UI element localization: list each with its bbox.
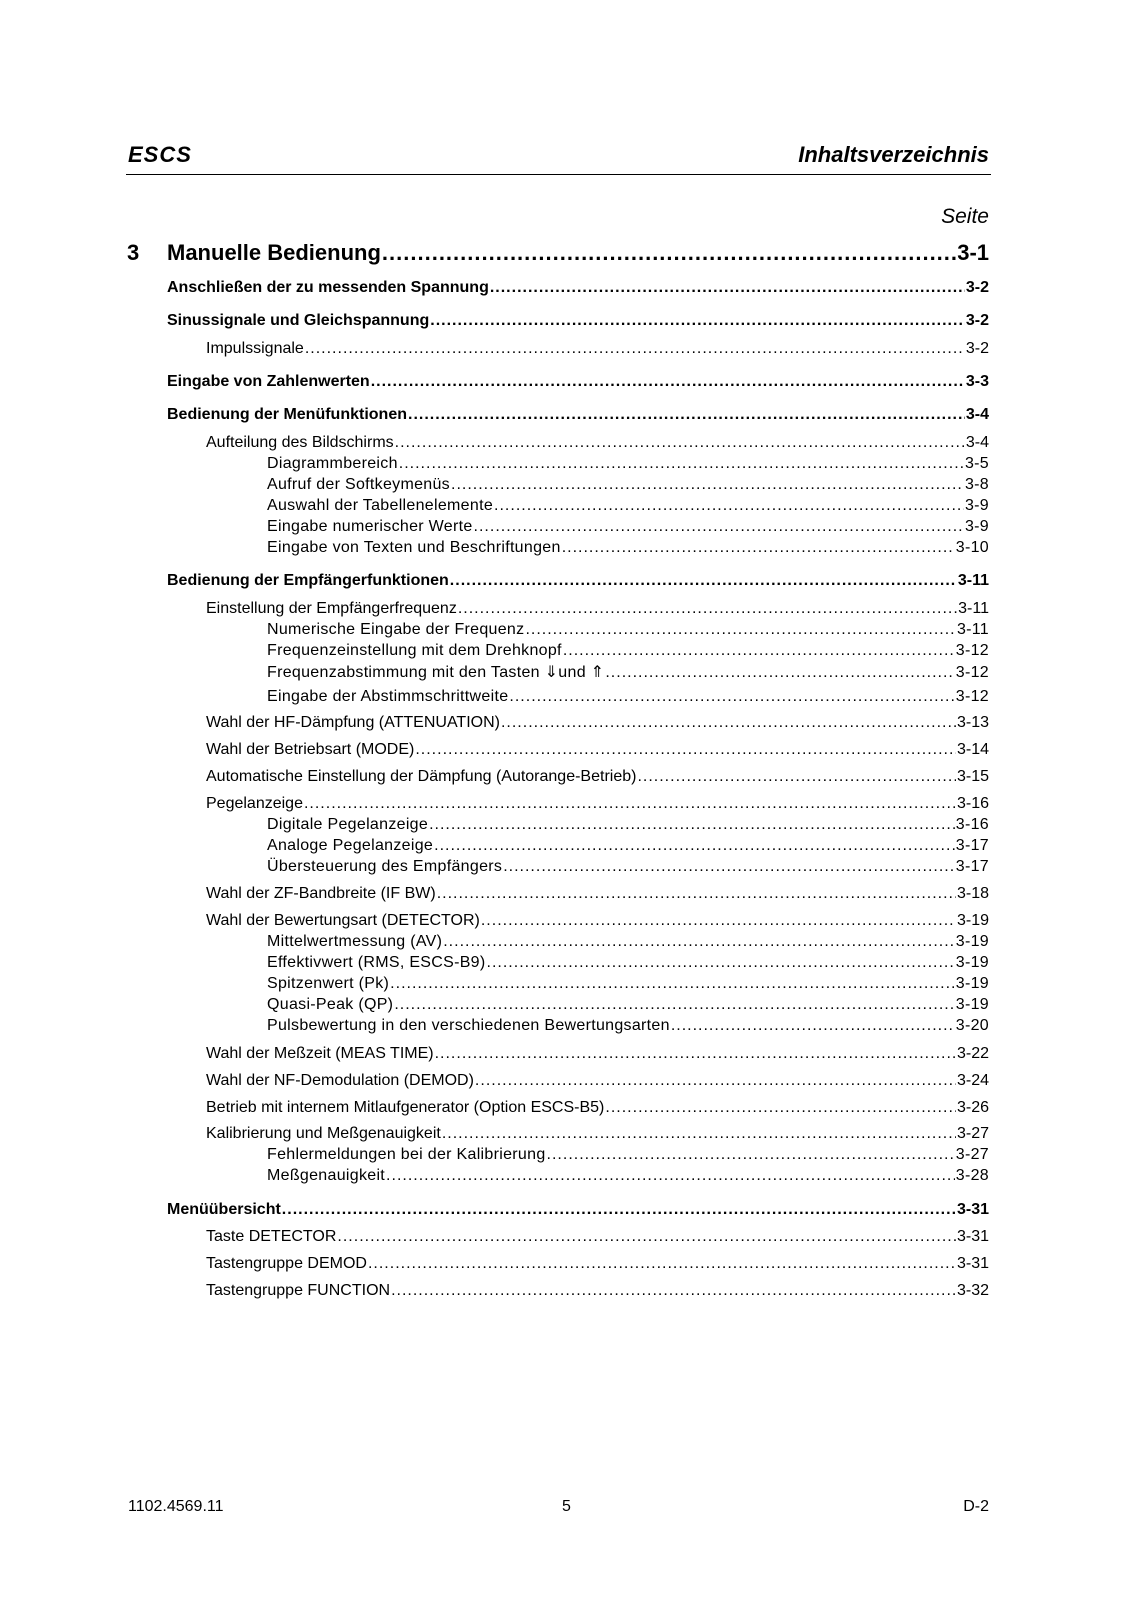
toc-entry[interactable] — [267, 838, 989, 854]
toc-leader-dots — [391, 1283, 956, 1299]
header-rule — [126, 174, 991, 175]
toc-entry-title: Frequenzabstimmung mit den Tasten ⇓und ⇑ — [267, 664, 605, 681]
footer-right: D-2 — [963, 1498, 989, 1515]
toc-entry-title: Wahl der Meßzeit (MEAS TIME) — [206, 1045, 434, 1062]
toc-entry[interactable] — [267, 1147, 989, 1163]
toc-entry-page: 3-11 — [958, 600, 989, 617]
toc-entry-page: 3-4 — [965, 434, 989, 451]
toc-entry-title: Effektivwert (RMS, ESCS-B9) — [267, 954, 486, 971]
toc-leader-dots — [399, 456, 964, 472]
toc-entry-title: Manuelle Bedienung — [167, 240, 381, 265]
toc-entry[interactable] — [206, 1046, 989, 1062]
seite-label: Seite — [941, 205, 989, 228]
toc-entry-page: 3-1 — [957, 240, 989, 265]
toc-entry-title: Tastengruppe FUNCTION — [206, 1282, 391, 1299]
toc-leader-dots — [437, 886, 956, 902]
toc-entry-title: Bedienung der Menüfunktionen — [167, 406, 407, 423]
toc-entry-page: 3-13 — [956, 714, 989, 731]
toc-entry[interactable] — [206, 1073, 989, 1089]
toc-entry[interactable] — [206, 742, 989, 758]
toc-entry-page: 3-14 — [956, 741, 989, 758]
toc-entry[interactable] — [167, 374, 989, 390]
toc-entry[interactable] — [206, 1229, 989, 1245]
toc-entry-title: Taste DETECTOR — [206, 1228, 337, 1245]
toc-entry-page: 3-18 — [956, 885, 989, 902]
toc-leader-dots — [494, 498, 964, 514]
toc-entry-title: Numerische Eingabe der Frequenz — [267, 621, 525, 638]
toc-entry-page: 3-15 — [956, 768, 989, 785]
toc-leader-dots — [304, 796, 956, 812]
toc-entry-title: Auswahl der Tabellenelemente — [267, 497, 494, 514]
toc-entry[interactable] — [267, 456, 989, 472]
toc-entry-title: Wahl der HF-Dämpfung (ATTENUATION) — [206, 714, 500, 731]
toc-entry-title: Bedienung der Empfängerfunktionen — [167, 572, 449, 589]
toc-entry[interactable] — [267, 997, 989, 1013]
toc-entry-page: 3-9 — [964, 497, 989, 514]
toc-leader-dots — [337, 1229, 956, 1245]
toc-entry-page: 3-27 — [955, 1146, 989, 1163]
toc-entry-page: 3-2 — [965, 312, 989, 329]
page-header-left: ESCS — [128, 142, 192, 167]
toc-entry-page: 3-12 — [955, 664, 989, 681]
toc-entry-title: Analoge Pegelanzeige — [267, 837, 434, 854]
toc-entry-title: Einstellung der Empfängerfrequenz — [206, 600, 457, 617]
toc-entry-title: Fehlermeldungen bei der Kalibrierung — [267, 1146, 546, 1163]
toc-entry-title: Aufteilung des Bildschirms — [206, 434, 394, 451]
toc-entry-page: 3-5 — [964, 455, 989, 472]
toc-entry-page: 3-3 — [965, 373, 989, 390]
toc-entry[interactable] — [267, 859, 989, 875]
toc-leader-dots — [671, 1018, 955, 1034]
page-header-right: Inhaltsverzeichnis — [798, 142, 989, 167]
toc-chapter-number: 3 — [127, 240, 140, 265]
toc-leader-dots — [429, 817, 955, 833]
toc-entry[interactable] — [206, 1100, 989, 1116]
toc-leader-dots — [525, 622, 956, 638]
toc-leader-dots — [305, 341, 965, 357]
toc-leader-dots — [430, 313, 965, 329]
toc-leader-dots — [415, 742, 956, 758]
toc-entry-page: 3-17 — [955, 837, 989, 854]
toc-entry-page: 3-19 — [955, 996, 989, 1013]
toc-entry-page: 3-19 — [955, 975, 989, 992]
toc-entry[interactable] — [267, 519, 989, 535]
toc-leader-dots — [474, 519, 964, 535]
toc-entry-title: Impulssignale — [206, 340, 304, 357]
toc-entry-page: 3-2 — [965, 279, 989, 296]
toc-entry-title: Quasi-Peak (QP) — [267, 996, 394, 1013]
toc-entry-title: Wahl der Bewertungsart (DETECTOR) — [206, 912, 480, 929]
toc-entry-page: 3-24 — [956, 1072, 989, 1089]
toc-entry-page: 3-32 — [956, 1282, 989, 1299]
toc-entry-page: 3-26 — [956, 1099, 989, 1116]
toc-leader-dots — [386, 1168, 955, 1184]
toc-entry[interactable] — [206, 1283, 989, 1299]
toc-entry[interactable] — [267, 477, 989, 493]
toc-entry[interactable] — [167, 1202, 989, 1218]
toc-entry-page: 3-11 — [957, 572, 989, 589]
toc-entry-title: Meßgenauigkeit — [267, 1167, 386, 1184]
toc-entry[interactable] — [206, 913, 989, 929]
toc-entry[interactable] — [267, 976, 989, 992]
toc-entry-title: Anschließen der zu messenden Spannung — [167, 279, 489, 296]
toc-leader-dots — [435, 1046, 956, 1062]
toc-entry[interactable] — [206, 601, 989, 617]
toc-leader-dots — [563, 643, 955, 659]
toc-entry[interactable] — [267, 689, 989, 705]
toc-entry-page: 3-31 — [956, 1255, 989, 1272]
toc-entry-title: Wahl der NF-Demodulation (DEMOD) — [206, 1072, 474, 1089]
footer-left: 1102.4569.11 — [128, 1498, 224, 1515]
toc-entry-title: Wahl der Betriebsart (MODE) — [206, 741, 415, 758]
toc-entry[interactable] — [267, 540, 989, 556]
toc-leader-dots — [395, 435, 965, 451]
toc-entry[interactable] — [206, 435, 989, 451]
toc-leader-dots — [503, 859, 955, 875]
toc-entry-page: 3-16 — [955, 816, 989, 833]
toc-leader-dots — [442, 1126, 956, 1142]
toc-entry-title: Automatische Einstellung der Dämpfung (Autorange-Betrieb) — [206, 768, 637, 785]
toc-entry-title: Pegelanzeige — [206, 795, 303, 812]
toc-entry-page: 3-31 — [956, 1228, 989, 1245]
toc-entry[interactable] — [267, 1168, 989, 1184]
toc-leader-dots — [605, 1100, 956, 1116]
toc-entry-page: 3-12 — [955, 688, 989, 705]
toc-entry[interactable] — [267, 643, 989, 659]
toc-leader-dots — [434, 838, 955, 854]
toc-entry[interactable] — [267, 622, 989, 638]
toc-entry-page: 3-19 — [955, 933, 989, 950]
toc-entry-title: Kalibrierung und Meßgenauigkeit — [206, 1125, 441, 1142]
toc-leader-dots — [547, 1147, 955, 1163]
toc-entry[interactable] — [267, 665, 989, 681]
footer-center: 5 — [562, 1498, 571, 1515]
toc-leader-dots — [282, 1202, 956, 1218]
toc-entry-title: Eingabe von Zahlenwerten — [167, 373, 370, 390]
toc-entry-title: Spitzenwert (Pk) — [267, 975, 390, 992]
toc-entry-title: Sinussignale und Gleichspannung — [167, 312, 430, 329]
toc-entry-page: 3-22 — [956, 1045, 989, 1062]
toc-entry-title: Übersteuerung des Empfängers — [267, 858, 503, 875]
toc-leader-dots — [443, 934, 955, 950]
toc-entry-title: Frequenzeinstellung mit dem Drehknopf — [267, 642, 562, 659]
toc-leader-dots — [450, 573, 957, 589]
toc-entry-title: Mittelwertmessung (AV) — [267, 933, 443, 950]
toc-entry-page: 3-16 — [956, 795, 989, 812]
toc-entry[interactable] — [267, 817, 989, 833]
toc-entry-title: Eingabe numerischer Werte — [267, 518, 473, 535]
toc-entry-page: 3-17 — [955, 858, 989, 875]
toc-entry-page: 3-4 — [965, 406, 989, 423]
toc-leader-dots — [382, 242, 956, 264]
toc-entry[interactable] — [206, 769, 989, 785]
toc-entry[interactable] — [267, 1018, 989, 1034]
toc-leader-dots — [637, 769, 956, 785]
toc-entry-title: Eingabe der Abstimmschrittweite — [267, 688, 509, 705]
toc-leader-dots — [509, 689, 954, 705]
toc-entry[interactable] — [267, 498, 989, 514]
toc-entry[interactable] — [167, 313, 989, 329]
toc-entry[interactable] — [267, 955, 989, 971]
toc-entry-title: Digitale Pegelanzeige — [267, 816, 429, 833]
toc-leader-dots — [490, 280, 965, 296]
toc-entry[interactable] — [167, 573, 989, 589]
toc-entry-title: Menüübersicht — [167, 1201, 281, 1218]
toc-leader-dots — [368, 1256, 956, 1272]
toc-leader-dots — [371, 374, 965, 390]
toc-entry-page: 3-8 — [964, 476, 989, 493]
toc-entry[interactable] — [206, 715, 989, 731]
toc-entry-title: Betrieb mit internem Mitlaufgenerator (Option ESCS-B5) — [206, 1099, 605, 1116]
toc-leader-dots — [475, 1073, 956, 1089]
toc-entry-title: Tastengruppe DEMOD — [206, 1255, 367, 1272]
toc-leader-dots — [562, 540, 955, 556]
toc-entry-title: Pulsbewertung in den verschiedenen Bewertungsarten — [267, 1017, 670, 1034]
toc-entry[interactable] — [206, 796, 989, 812]
toc-entry-page: 3-10 — [955, 539, 989, 556]
toc-entry[interactable] — [206, 1256, 989, 1272]
toc-entry-page: 3-12 — [955, 642, 989, 659]
toc-entry-title: Diagrammbereich — [267, 455, 398, 472]
toc-entry-page: 3-27 — [956, 1125, 989, 1142]
toc-entry[interactable] — [167, 407, 989, 423]
toc-entry[interactable] — [127, 240, 989, 265]
toc-entry-page: 3-2 — [965, 340, 989, 357]
toc-entry-page: 3-9 — [964, 518, 989, 535]
toc-entry-page: 3-31 — [956, 1201, 989, 1218]
toc-leader-dots — [487, 955, 955, 971]
toc-entry[interactable] — [267, 934, 989, 950]
toc-leader-dots — [458, 601, 957, 617]
toc-entry-page: 3-28 — [955, 1167, 989, 1184]
toc-entry-page: 3-19 — [955, 954, 989, 971]
toc-leader-dots — [390, 976, 955, 992]
toc-entry[interactable] — [167, 280, 989, 296]
toc-entry-title: Aufruf der Softkeymenüs — [267, 476, 450, 493]
toc-entry-page: 3-19 — [956, 912, 989, 929]
toc-entry-title: Wahl der ZF-Bandbreite (IF BW) — [206, 885, 436, 902]
toc-entry[interactable] — [206, 341, 989, 357]
toc-leader-dots — [394, 997, 954, 1013]
toc-leader-dots — [451, 477, 964, 493]
toc-leader-dots — [481, 913, 956, 929]
toc-entry[interactable] — [206, 886, 989, 902]
toc-entry[interactable] — [206, 1126, 989, 1142]
toc-leader-dots — [408, 407, 965, 423]
toc-entry-title: Eingabe von Texten und Beschriftungen — [267, 539, 561, 556]
toc-leader-dots — [501, 715, 956, 731]
toc-leader-dots — [605, 665, 954, 681]
toc-entry-page: 3-20 — [955, 1017, 989, 1034]
toc-entry-page: 3-11 — [956, 621, 989, 638]
